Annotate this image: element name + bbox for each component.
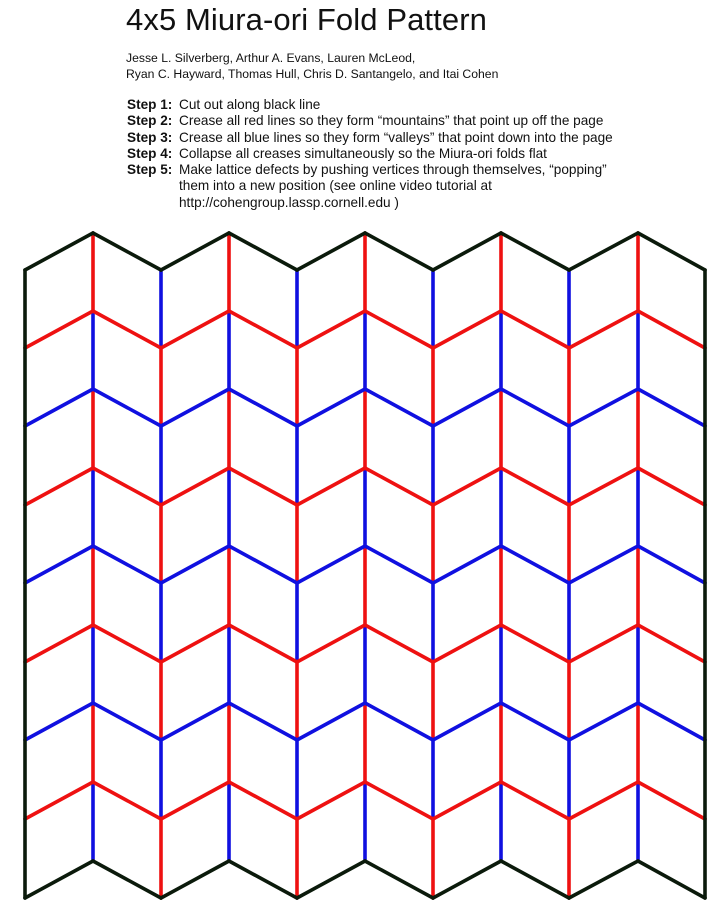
step-label: Step 1: — [127, 97, 173, 112]
valley-crease — [365, 703, 433, 740]
mountain-crease — [229, 625, 297, 662]
mountain-crease — [297, 311, 365, 348]
page-title: 4x5 Miura-ori Fold Pattern — [126, 2, 487, 37]
mountain-crease — [93, 782, 161, 819]
valley-crease — [638, 703, 705, 740]
authors-line-1: Jesse L. Silverberg, Arthur A. Evans, Lauren McLeod, — [126, 51, 416, 65]
valley-crease — [297, 389, 365, 426]
valley-crease — [365, 389, 433, 426]
mountain-crease — [297, 625, 365, 662]
valley-crease — [297, 546, 365, 583]
mountain-crease — [638, 782, 705, 819]
mountain-crease — [638, 311, 705, 348]
mountain-crease — [25, 782, 93, 819]
cut-line — [433, 861, 501, 898]
mountain-crease — [569, 311, 638, 348]
cut-line — [297, 233, 365, 270]
mountain-crease — [501, 625, 569, 662]
mountain-crease — [638, 468, 705, 505]
cut-line — [229, 233, 297, 270]
step-5-continuation-2: http://cohengroup.lassp.cornell.edu ) — [179, 194, 399, 210]
valley-crease — [433, 389, 501, 426]
mountain-crease — [161, 468, 229, 505]
mountain-crease — [365, 468, 433, 505]
step-label: Step 4: — [127, 145, 173, 161]
valley-crease — [365, 546, 433, 583]
mountain-crease — [501, 782, 569, 819]
mountain-crease — [161, 311, 229, 348]
mountain-crease — [297, 468, 365, 505]
valley-crease — [638, 389, 705, 426]
mountain-crease — [433, 468, 501, 505]
mountain-crease — [365, 625, 433, 662]
valley-crease — [161, 546, 229, 583]
step-label: Step 5: — [127, 162, 173, 178]
mountain-crease — [25, 311, 93, 348]
cut-line — [25, 233, 93, 270]
cut-line — [161, 861, 229, 898]
cut-line — [365, 861, 433, 898]
valley-crease — [229, 389, 297, 426]
valley-crease — [569, 703, 638, 740]
mountain-crease — [229, 311, 297, 348]
valley-crease — [569, 546, 638, 583]
mountain-crease — [501, 468, 569, 505]
mountain-crease — [161, 625, 229, 662]
step-label: Step 3: — [127, 129, 173, 145]
mountain-crease — [433, 625, 501, 662]
mountain-crease — [229, 782, 297, 819]
mountain-crease — [569, 782, 638, 819]
mountain-crease — [569, 468, 638, 505]
cut-line — [569, 861, 638, 898]
step-text: Crease all blue lines so they form “valleys” that point down into the page — [179, 129, 613, 145]
valley-crease — [433, 703, 501, 740]
valley-crease — [297, 703, 365, 740]
mountain-crease — [161, 782, 229, 819]
valley-crease — [229, 546, 297, 583]
valley-crease — [229, 703, 297, 740]
mountain-crease — [93, 311, 161, 348]
step-text: Make lattice defects by pushing vertices through themselves, “popping” — [179, 162, 607, 178]
mountain-crease — [569, 625, 638, 662]
valley-crease — [569, 389, 638, 426]
cut-line — [229, 861, 297, 898]
cut-line — [638, 233, 705, 270]
step-label: Step 2: — [127, 113, 173, 129]
mountain-crease — [25, 468, 93, 505]
mountain-crease — [365, 782, 433, 819]
cut-line — [93, 233, 161, 270]
step-text: Collapse all creases simultaneously so the Miura-ori folds flat — [179, 145, 547, 161]
mountain-crease — [638, 625, 705, 662]
cut-line — [25, 861, 93, 898]
step-text: Cut out along black line — [179, 97, 321, 112]
step-5-continuation-1: them into a new position (see online video tutorial at — [179, 178, 492, 194]
cut-line — [365, 233, 433, 270]
cut-line — [638, 861, 705, 898]
mountain-crease — [229, 468, 297, 505]
cut-line — [161, 233, 229, 270]
mountain-crease — [433, 782, 501, 819]
mountain-crease — [433, 311, 501, 348]
valley-crease — [638, 546, 705, 583]
mountain-crease — [297, 782, 365, 819]
valley-crease — [25, 703, 93, 740]
cut-line — [569, 233, 638, 270]
valley-crease — [25, 389, 93, 426]
cut-line — [433, 233, 501, 270]
mountain-crease — [25, 625, 93, 662]
mountain-crease — [501, 311, 569, 348]
mountain-crease — [93, 468, 161, 505]
valley-crease — [161, 389, 229, 426]
valley-crease — [161, 703, 229, 740]
cut-line — [501, 233, 569, 270]
cut-line — [93, 861, 161, 898]
step-text: Crease all red lines so they form “mountains” that point up off the page — [179, 113, 604, 129]
valley-crease — [93, 703, 161, 740]
valley-crease — [93, 389, 161, 426]
valley-crease — [25, 546, 93, 583]
valley-crease — [501, 703, 569, 740]
cut-line — [501, 861, 569, 898]
valley-crease — [93, 546, 161, 583]
mountain-crease — [365, 311, 433, 348]
valley-crease — [501, 389, 569, 426]
mountain-crease — [93, 625, 161, 662]
authors-line-2: Ryan C. Hayward, Thomas Hull, Chris D. Santangelo, and Itai Cohen — [126, 67, 499, 81]
valley-crease — [433, 546, 501, 583]
valley-crease — [501, 546, 569, 583]
cut-line — [297, 861, 365, 898]
